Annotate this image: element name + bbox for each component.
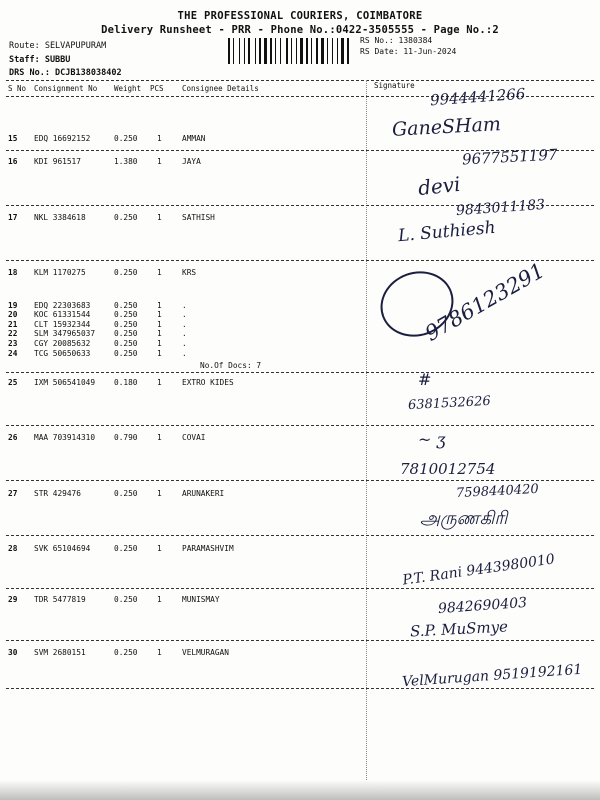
row-pcs: 1 (157, 157, 162, 166)
row-weight: 0.250 (114, 349, 138, 358)
staff-label: Staff: SUBBU (9, 55, 71, 65)
barcode-bar (327, 38, 328, 64)
row-consignment: CLT 15932344 (34, 320, 91, 329)
row-sno: 28 (8, 544, 18, 553)
handwritten-11: அருணகிரி (420, 508, 508, 529)
runsheet-subtitle: Delivery Runsheet - PRR - Phone No.:0422-3505555 - Page No.:2 (101, 24, 499, 36)
col-header-weight: Weight (114, 84, 142, 93)
row-divider (6, 372, 594, 373)
barcode-bar (296, 38, 297, 64)
row-weight: 0.180 (114, 378, 138, 387)
row-weight: 0.250 (114, 213, 138, 222)
row-pcs: 1 (157, 320, 162, 329)
row-pcs: 1 (157, 301, 162, 310)
row-consignee: . (182, 349, 187, 358)
row-consignee: . (182, 310, 187, 319)
handwritten-13: 9842690403 (437, 594, 528, 618)
barcode-bar (257, 38, 258, 64)
barcode-bar (341, 38, 344, 64)
row-sno: 23 (8, 339, 18, 348)
handwritten-15: VelMurugan 9519192161 (401, 661, 583, 691)
rs-date: RS Date: 11-Jun-2024 (360, 47, 457, 56)
row-consignee: SATHISH (182, 213, 215, 222)
row-consignee: ARUNAKERI (182, 489, 225, 498)
col-header-consignment: Consignment No (34, 84, 98, 93)
row-pcs: 1 (157, 648, 162, 657)
barcode-bar (313, 38, 315, 64)
row-sno: 27 (8, 489, 18, 498)
row-consignment: TCG 50650633 (34, 349, 91, 358)
barcode-bar (273, 38, 274, 64)
handwritten-6: L. Suthiesh (397, 217, 497, 247)
handwritten-7: 9786123291 (420, 258, 549, 346)
barcode-bar (334, 38, 336, 64)
row-pcs: 1 (157, 339, 162, 348)
row-consignee: VELMURAGAN (182, 648, 229, 657)
barcode-bar (248, 38, 250, 64)
barcode-bar (270, 38, 272, 64)
row-consignee: PARAMASHVIM (182, 544, 234, 553)
barcode-bar (246, 38, 247, 64)
row-consignment: SLM 347965037 (34, 329, 96, 338)
row-sno: 25 (8, 378, 18, 387)
row-sno: 21 (8, 320, 18, 329)
barcode-bar (325, 38, 326, 64)
col-header-pcs: PCS (150, 84, 164, 93)
row-pcs: 1 (157, 595, 162, 604)
barcode-bar (241, 38, 243, 64)
row-pcs: 1 (157, 329, 162, 338)
barcode-bar (239, 38, 240, 64)
company-title: THE PROFESSIONAL COURIERS, COIMBATORE (177, 10, 423, 22)
no-of-docs: No.Of Docs: 7 (200, 361, 262, 370)
handwritten-3: 9677551197 (461, 145, 558, 169)
barcode-bar (251, 38, 254, 64)
row-sno: 29 (8, 595, 18, 604)
col-header-consignee: Consignee Details (182, 84, 259, 93)
row-weight: 0.250 (114, 339, 138, 348)
barcode-bar (311, 38, 312, 64)
row-consignment: CGY 20085632 (34, 339, 91, 348)
row-consignee: JAYA (182, 157, 201, 166)
barcode (228, 38, 354, 64)
row-consignment: KOC 61331544 (34, 310, 91, 319)
row-weight: 0.250 (114, 489, 138, 498)
route-label: Route: SELVAPUPURAM (9, 41, 107, 51)
row-divider (6, 425, 594, 426)
page-bottom-shadow (0, 780, 600, 800)
row-sno: 19 (8, 301, 18, 310)
barcode-bar (233, 38, 234, 64)
barcode-bar (319, 38, 320, 64)
row-sno: 20 (8, 310, 18, 319)
handwritten-14: S.P. MuSmye (409, 617, 509, 641)
row-weight: 0.250 (114, 301, 138, 310)
rs-number: RS No.: 1380384 (360, 36, 433, 45)
barcode-bar (300, 38, 303, 64)
row-weight: 0.250 (114, 648, 138, 657)
row-consignee: AMMAN (182, 134, 206, 143)
row-weight: 0.250 (114, 310, 138, 319)
header-divider-top (6, 80, 594, 81)
handwritten-10: 7598440420 (455, 481, 540, 502)
row-consignment: KDI 961517 (34, 157, 81, 166)
row-consignment: EDQ 22303683 (34, 301, 91, 310)
handwritten-2: GaneSHam (391, 113, 502, 141)
handwritten-5: 9843011183 (455, 196, 546, 220)
handwritten-1: 9944441266 (429, 84, 526, 110)
barcode-bar (280, 38, 281, 64)
row-consignment: KLM 1170275 (34, 268, 86, 277)
barcode-bar (235, 38, 238, 64)
row-consignee: . (182, 329, 187, 338)
barcode-bar (329, 38, 331, 64)
row-weight: 0.250 (114, 595, 138, 604)
handwritten-12: P.T. Rani 9443980010 (401, 551, 556, 589)
barcode-bar (304, 38, 305, 64)
row-sno: 17 (8, 213, 18, 222)
row-pcs: 1 (157, 213, 162, 222)
barcode-bar (306, 38, 308, 64)
row-consignment: IXM 506541049 (34, 378, 96, 387)
row-consignee: . (182, 320, 187, 329)
barcode-bar (255, 38, 256, 64)
barcode-bar (293, 38, 295, 64)
col-header-signature: Signature (374, 81, 415, 90)
barcode-bar (277, 38, 279, 64)
row-sno: 16 (8, 157, 18, 166)
row-sno: 30 (8, 648, 18, 657)
col-header-sno: S No (8, 84, 27, 93)
row-sno: 24 (8, 349, 18, 358)
barcode-bar (289, 38, 290, 64)
barcode-bar (262, 38, 263, 64)
barcode-bar (332, 38, 333, 64)
barcode-bar (244, 38, 245, 64)
barcode-bar (264, 38, 267, 64)
barcode-bar (298, 38, 299, 64)
scribble-initials: ~ ʒ (418, 430, 446, 449)
barcode-bar (347, 38, 349, 64)
row-divider (6, 640, 594, 641)
barcode-bar (228, 38, 230, 64)
signature-column-divider (366, 80, 367, 780)
row-pcs: 1 (157, 378, 162, 387)
row-consignee: KRS (182, 268, 197, 277)
row-consignee: . (182, 339, 187, 348)
row-pcs: 1 (157, 268, 162, 277)
barcode-bar (337, 38, 338, 64)
row-pcs: 1 (157, 489, 162, 498)
barcode-bar (259, 38, 261, 64)
barcode-bar (339, 38, 340, 64)
row-consignment: SVK 65104694 (34, 544, 91, 553)
barcode-bar (268, 38, 269, 64)
row-sno: 15 (8, 134, 18, 143)
barcode-bar (316, 38, 318, 64)
row-weight: 0.250 (114, 134, 138, 143)
row-consignee: MUNISMAY (182, 595, 220, 604)
barcode-bar (345, 38, 346, 64)
row-pcs: 1 (157, 544, 162, 553)
barcode-bar (309, 38, 310, 64)
row-consignment: STR 429476 (34, 489, 81, 498)
row-pcs: 1 (157, 433, 162, 442)
handwritten-9: 7810012754 (400, 460, 496, 478)
scribble-mark: # (418, 370, 432, 389)
row-consignee: COVAI (182, 433, 206, 442)
barcode-bar (231, 38, 232, 64)
barcode-bar (275, 38, 276, 64)
row-weight: 0.790 (114, 433, 138, 442)
barcode-bar (282, 38, 285, 64)
row-pcs: 1 (157, 349, 162, 358)
row-pcs: 1 (157, 310, 162, 319)
row-weight: 0.250 (114, 320, 138, 329)
row-consignment: TDR 5477819 (34, 595, 86, 604)
row-sno: 26 (8, 433, 18, 442)
row-weight: 0.250 (114, 544, 138, 553)
row-consignment: EDQ 16692152 (34, 134, 91, 143)
row-consignment: MAA 703914310 (34, 433, 96, 442)
handwritten-8: 6381532626 (407, 393, 492, 414)
row-consignment: NKL 3384618 (34, 213, 86, 222)
row-pcs: 1 (157, 134, 162, 143)
row-divider (6, 588, 594, 589)
row-sno: 18 (8, 268, 18, 277)
barcode-bar (291, 38, 292, 64)
barcode-bar (286, 38, 288, 64)
row-consignment: SVM 2680151 (34, 648, 86, 657)
handwritten-4: devi (416, 171, 462, 201)
row-consignee: EXTRO KIDES (182, 378, 234, 387)
row-weight: 1.380 (114, 157, 138, 166)
row-divider (6, 480, 594, 481)
row-weight: 0.250 (114, 329, 138, 338)
row-consignee: . (182, 301, 187, 310)
row-divider (6, 688, 594, 689)
row-weight: 0.250 (114, 268, 138, 277)
row-divider (6, 260, 594, 261)
row-divider (6, 535, 594, 536)
barcode-bar (321, 38, 324, 64)
row-sno: 22 (8, 329, 18, 338)
drs-number: DRS No.: DCJB138038402 (9, 68, 122, 78)
